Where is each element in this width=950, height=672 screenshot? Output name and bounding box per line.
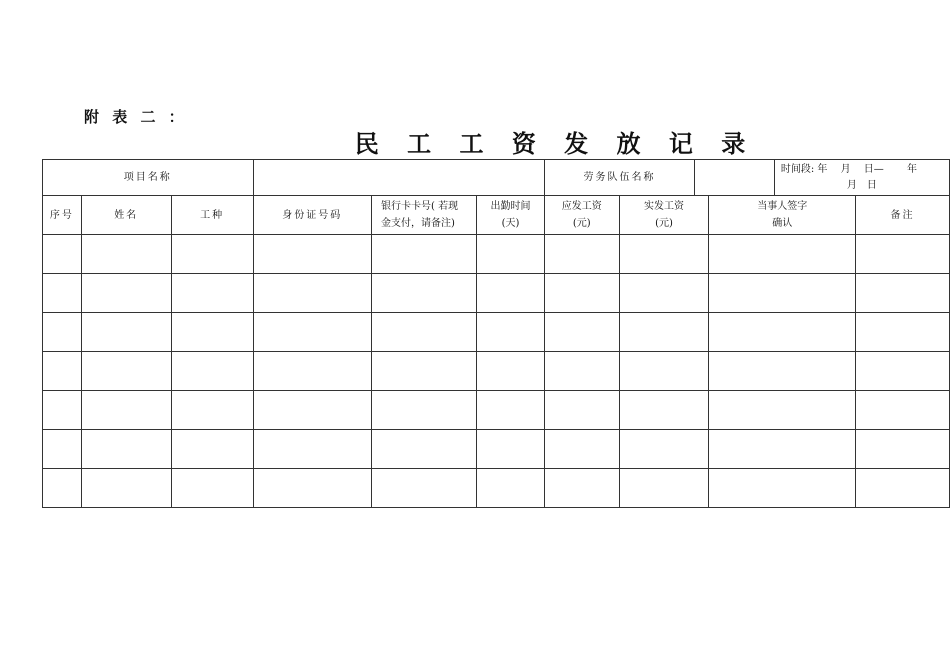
appendix-label: 附 表 二 ：: [84, 108, 188, 126]
bank-card-cell[interactable]: [371, 235, 476, 274]
col-sign-line1: 当事人签字: [757, 201, 808, 212]
bank-card-cell[interactable]: [371, 430, 476, 469]
attendance-cell[interactable]: [477, 391, 545, 430]
id-number-cell[interactable]: [253, 391, 371, 430]
trade-cell[interactable]: [171, 235, 253, 274]
remark-cell[interactable]: [856, 469, 950, 508]
bank-card-cell[interactable]: [371, 352, 476, 391]
remark-cell[interactable]: [856, 352, 950, 391]
id-number-cell[interactable]: [253, 235, 371, 274]
col-attendance-header: [477, 196, 545, 235]
attendance-cell[interactable]: [477, 274, 545, 313]
id-number-cell[interactable]: [253, 469, 371, 508]
bank-card-cell[interactable]: [371, 313, 476, 352]
sign-cell[interactable]: [709, 235, 856, 274]
payable-cell[interactable]: [544, 469, 619, 508]
remark-cell[interactable]: [856, 430, 950, 469]
name-cell[interactable]: [81, 469, 171, 508]
bank-card-cell[interactable]: [371, 274, 476, 313]
payable-cell[interactable]: [544, 352, 619, 391]
col-name-header: 姓名: [81, 196, 171, 235]
seq-cell[interactable]: [43, 313, 82, 352]
sign-cell[interactable]: [709, 391, 856, 430]
payable-cell[interactable]: [544, 430, 619, 469]
sign-cell[interactable]: [709, 430, 856, 469]
table-row: [43, 469, 950, 508]
actual-cell[interactable]: [619, 313, 709, 352]
table-row: [43, 430, 950, 469]
trade-cell[interactable]: [171, 469, 253, 508]
col-actual-line1: 实发工资: [644, 201, 685, 212]
payable-cell[interactable]: [544, 235, 619, 274]
table-row: [43, 313, 950, 352]
col-trade-header: 工种: [171, 196, 253, 235]
seq-cell[interactable]: [43, 352, 82, 391]
table-row: [43, 352, 950, 391]
trade-cell[interactable]: [171, 352, 253, 391]
remark-cell[interactable]: [856, 274, 950, 313]
seq-cell[interactable]: [43, 235, 82, 274]
col-payable-line1: 应发工资: [561, 201, 602, 212]
col-actual-line2: (元): [655, 218, 673, 229]
trade-cell[interactable]: [171, 313, 253, 352]
col-sign-line2: 确认: [772, 218, 793, 229]
sign-cell[interactable]: [709, 469, 856, 508]
actual-cell[interactable]: [619, 352, 709, 391]
form-title: 民 工 工 资 发 放 记 录: [354, 130, 756, 158]
trade-cell[interactable]: [171, 274, 253, 313]
project-name-field[interactable]: [253, 160, 544, 196]
wage-record-table: [42, 159, 950, 508]
id-number-cell[interactable]: [253, 352, 371, 391]
remark-cell[interactable]: [856, 391, 950, 430]
name-cell[interactable]: [81, 235, 171, 274]
project-info-row: [43, 160, 950, 196]
col-payable-line2: (元): [572, 218, 591, 229]
table-body: [43, 235, 950, 508]
actual-cell[interactable]: [619, 391, 709, 430]
col-remark-header: 备注: [856, 196, 950, 235]
col-bank-card-header: [371, 196, 476, 235]
bank-card-cell[interactable]: [371, 391, 476, 430]
table-row: [43, 274, 950, 313]
attendance-cell[interactable]: [477, 430, 545, 469]
col-id-number-header: 身份证号码: [253, 196, 371, 235]
name-cell[interactable]: [81, 313, 171, 352]
seq-cell[interactable]: [43, 391, 82, 430]
table-row: [43, 235, 950, 274]
labor-team-field[interactable]: [695, 160, 775, 196]
sign-cell[interactable]: [709, 352, 856, 391]
attendance-cell[interactable]: [477, 235, 545, 274]
actual-cell[interactable]: [619, 469, 709, 508]
seq-cell[interactable]: [43, 274, 82, 313]
col-payable-header: [544, 196, 619, 235]
id-number-cell[interactable]: [253, 430, 371, 469]
attendance-cell[interactable]: [477, 352, 545, 391]
payable-cell[interactable]: [544, 313, 619, 352]
time-period-line2: 月 日: [846, 179, 877, 191]
project-name-label: 项目名称: [43, 160, 254, 196]
sign-cell[interactable]: [709, 313, 856, 352]
id-number-cell[interactable]: [253, 274, 371, 313]
col-attendance-line1: 出勤时间: [490, 201, 531, 212]
trade-cell[interactable]: [171, 430, 253, 469]
time-period-line1: 时间段: 年 月 日— 年: [780, 163, 917, 175]
seq-cell[interactable]: [43, 430, 82, 469]
column-header-row: [43, 196, 950, 235]
name-cell[interactable]: [81, 352, 171, 391]
remark-cell[interactable]: [856, 313, 950, 352]
payable-cell[interactable]: [544, 391, 619, 430]
name-cell[interactable]: [81, 274, 171, 313]
name-cell[interactable]: [81, 391, 171, 430]
col-bank-card-line1: 银行卡卡号( 若现: [380, 201, 459, 212]
time-period-field[interactable]: [774, 160, 949, 196]
attendance-cell[interactable]: [477, 313, 545, 352]
col-sign-header: [709, 196, 856, 235]
col-actual-header: [619, 196, 709, 235]
sign-cell[interactable]: [709, 274, 856, 313]
actual-cell[interactable]: [619, 274, 709, 313]
bank-card-cell[interactable]: [371, 469, 476, 508]
actual-cell[interactable]: [619, 430, 709, 469]
remark-cell[interactable]: [856, 235, 950, 274]
trade-cell[interactable]: [171, 391, 253, 430]
col-seq-header: 序号: [43, 196, 82, 235]
name-cell[interactable]: [81, 430, 171, 469]
actual-cell[interactable]: [619, 235, 709, 274]
payable-cell[interactable]: [544, 274, 619, 313]
col-bank-card-line2: 金支付，请备注): [380, 218, 455, 229]
table-row: [43, 391, 950, 430]
id-number-cell[interactable]: [253, 313, 371, 352]
seq-cell[interactable]: [43, 469, 82, 508]
col-attendance-line2: (天): [501, 218, 520, 229]
attendance-cell[interactable]: [477, 469, 545, 508]
labor-team-label: 劳务队伍名称: [544, 160, 695, 196]
